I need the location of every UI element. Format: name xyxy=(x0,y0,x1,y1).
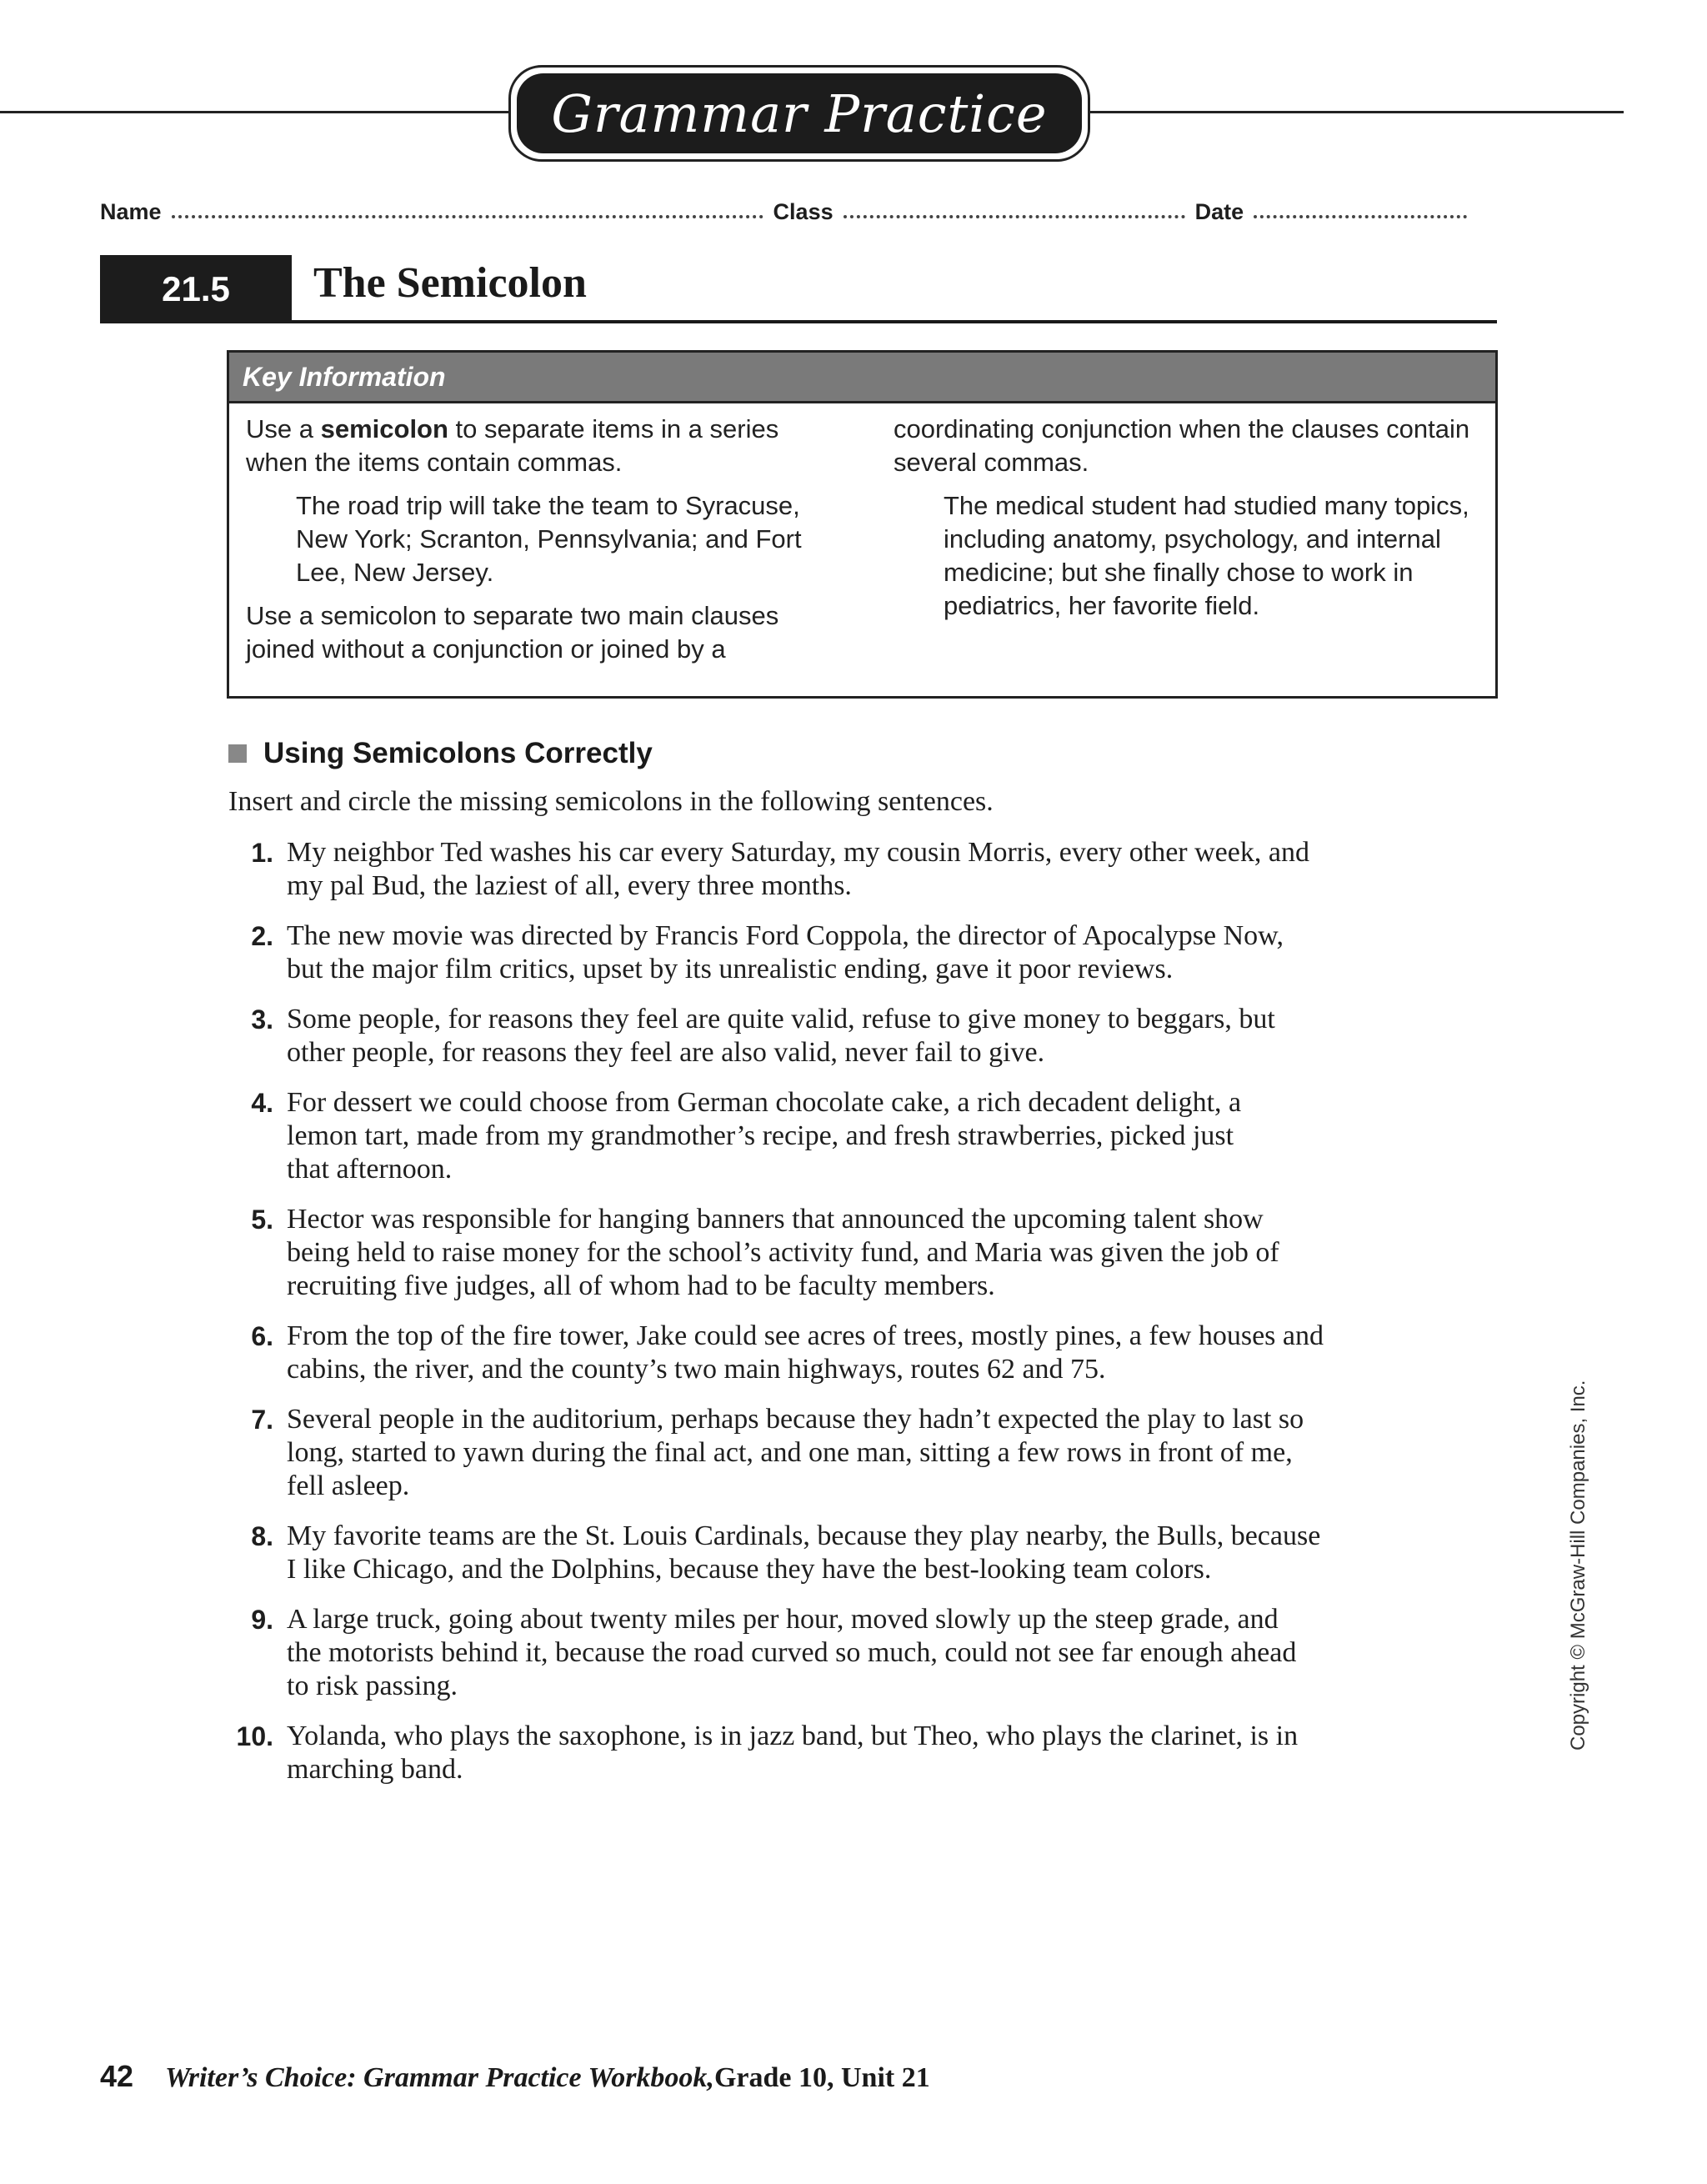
sentence-line: recruiting five judges, all of whom had to be faculty members. xyxy=(287,1270,995,1301)
rule-2-start: Use a semicolon to separate two main clauses joined without a conjunction or joined by a xyxy=(246,601,779,664)
exercise-item xyxy=(225,1403,1417,1503)
sentence-line: fell asleep. xyxy=(287,1470,410,1501)
sentence-line: For dessert we could choose from German chocolate cake, a rich decadent delight, a xyxy=(287,1087,1242,1118)
key-info-left-column xyxy=(246,413,838,676)
sentence-line: to risk passing. xyxy=(287,1671,458,1701)
sentence-line: cabins, the river, and the county’s two main highways, routes 62 and 75. xyxy=(287,1354,1106,1385)
item-number: 4. xyxy=(251,1088,273,1118)
page-number: 42 xyxy=(100,2059,134,2093)
sentence-line: that afternoon. xyxy=(287,1154,453,1185)
sentence-line: lemon tart, made from my grandmother’s recipe, and fresh strawberries, picked just xyxy=(287,1120,1234,1151)
section-title: The Semicolon xyxy=(313,259,587,307)
exercise-item xyxy=(225,1003,1417,1069)
exercise-item xyxy=(225,1603,1417,1703)
key-information-box xyxy=(227,350,1498,699)
exercise-item xyxy=(225,836,1417,903)
item-number: 6. xyxy=(251,1321,273,1351)
sentence-line: but the major film critics, upset by its unrealistic ending, gave it poor reviews. xyxy=(287,954,1174,984)
exercise-instructions: Insert and circle the missing semicolons in the following sentences. xyxy=(228,786,994,817)
class-field[interactable] xyxy=(843,215,1185,218)
sentence-line: From the top of the fire tower, Jake could see acres of trees, mostly pines, a few houses and xyxy=(287,1320,1324,1351)
banner-title: Grammar Practice xyxy=(517,73,1082,153)
banner xyxy=(508,65,1090,162)
section-rule xyxy=(292,320,1497,323)
exercise-item xyxy=(225,1720,1417,1786)
sentence-line: Hector was responsible for hanging banners that announced the upcoming talent show xyxy=(287,1204,1264,1235)
example-2: The medical student had studied many topics, including anatomy, psychology, and internal medicine; but she finally chose to work in pediatrics, her favorite field. xyxy=(944,491,1469,620)
exercise-subheading xyxy=(228,737,653,770)
grade-unit: Grade 10, Unit 21 xyxy=(713,2062,930,2093)
sentence-line: A large truck, going about twenty miles per hour, moved slowly up the steep grade, and xyxy=(287,1604,1279,1635)
name-field[interactable] xyxy=(172,215,763,218)
book-title: Writer’s Choice: Grammar Practice Workbook, xyxy=(165,2062,714,2093)
item-number: 5. xyxy=(251,1205,273,1235)
sentence-line: I like Chicago, and the Dolphins, because they have the best-looking team colors. xyxy=(287,1554,1212,1585)
item-number: 1. xyxy=(251,838,273,868)
item-number: 3. xyxy=(251,1004,273,1034)
exercise-subheading-text: Using Semicolons Correctly xyxy=(263,737,653,769)
sentence-line: my pal Bud, the laziest of all, every three months. xyxy=(287,870,852,901)
key-information-heading: Key Information xyxy=(229,353,1495,403)
exercise-item xyxy=(225,1320,1417,1386)
name-label: Name xyxy=(100,199,162,224)
item-number: 7. xyxy=(251,1405,273,1435)
rule-1-term: semicolon xyxy=(320,414,448,443)
sentence-line: Yolanda, who plays the saxophone, is in jazz band, but Theo, who plays the clarinet, is in xyxy=(287,1721,1299,1751)
square-bullet-icon xyxy=(228,744,247,763)
sentence-line: being held to raise money for the school’s activity fund, and Maria was given the job of xyxy=(287,1237,1279,1268)
item-number: 8. xyxy=(251,1521,273,1551)
sentence-line: Several people in the auditorium, perhaps because they hadn’t expected the play to last so xyxy=(287,1404,1304,1435)
exercise-list xyxy=(225,836,1417,1803)
rule-2-end: coordinating conjunction when the clauses contain several commas. xyxy=(894,414,1470,477)
exercise-item xyxy=(225,1086,1417,1186)
exercise-item xyxy=(225,1520,1417,1586)
sentence-line: other people, for reasons they feel are also valid, never fail to give. xyxy=(287,1037,1045,1068)
page-footer xyxy=(100,2059,930,2094)
key-info-right-column xyxy=(894,413,1485,633)
sentence-line: My neighbor Ted washes his car every Saturday, my cousin Morris, every other week, and xyxy=(287,837,1309,868)
exercise-item xyxy=(225,1203,1417,1303)
sentence-line: long, started to yawn during the final act, and one man, sitting a few rows in front of me, xyxy=(287,1437,1293,1468)
sentence-line: the motorists behind it, because the road curved so much, could not see far enough ahead xyxy=(287,1637,1297,1668)
section-number: 21.5 xyxy=(100,255,292,323)
sentence-line: The new movie was directed by Francis Ford Coppola, the director of Apocalypse Now, xyxy=(287,920,1284,951)
date-field[interactable] xyxy=(1254,215,1467,218)
section-header xyxy=(100,255,1497,323)
rule-1 xyxy=(246,413,838,479)
date-label: Date xyxy=(1194,199,1244,224)
copyright-notice: Copyright © McGraw-Hill Companies, Inc. xyxy=(1567,1380,1589,1751)
class-label: Class xyxy=(773,199,833,224)
name-class-date-line xyxy=(100,192,1497,225)
rule-1-suffix: to separate items in a series when the items contain commas. xyxy=(246,414,779,477)
item-number: 9. xyxy=(251,1605,273,1635)
exercise-item xyxy=(225,919,1417,986)
example-1: The road trip will take the team to Syracuse, New York; Scranton, Pennsylvania; and Fort Lee, New Jersey. xyxy=(296,491,802,587)
sentence-line: My favorite teams are the St. Louis Cardinals, because they play nearby, the Bulls, because xyxy=(287,1520,1321,1551)
item-number: 10. xyxy=(236,1721,273,1751)
sentence-line: Some people, for reasons they feel are quite valid, refuse to give money to beggars, but xyxy=(287,1004,1275,1034)
item-number: 2. xyxy=(251,921,273,951)
sentence-line: marching band. xyxy=(287,1754,463,1785)
rule-1-prefix: Use a xyxy=(246,414,321,443)
